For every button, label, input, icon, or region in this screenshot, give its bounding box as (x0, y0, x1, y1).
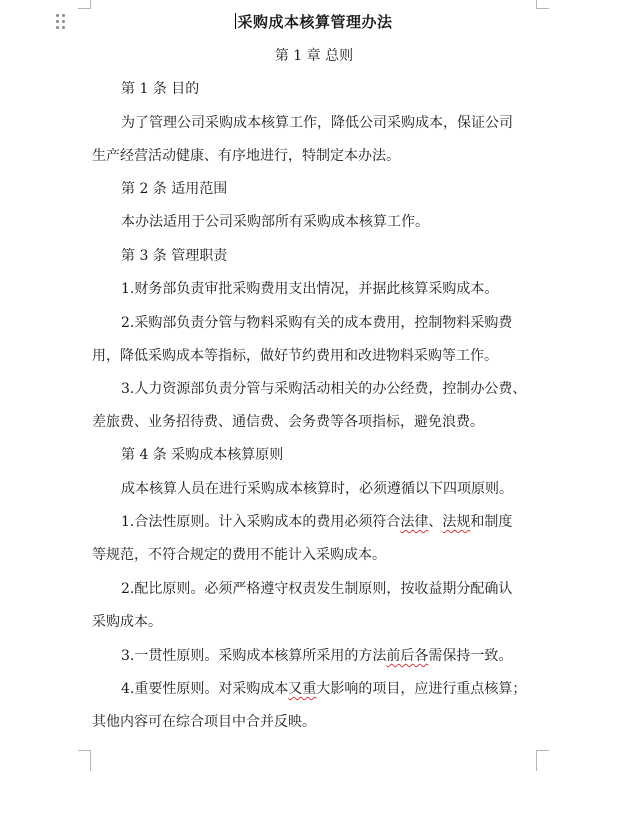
article-4-intro-line: 成本核算人员在进行采购成本核算时，必须遵循以下四项原则。 (121, 481, 513, 497)
crop-mark-top-left (78, 0, 91, 9)
spellcheck-underline[interactable]: 又重 (288, 681, 317, 697)
principle-1-line: 1.合法性原则。计入采购成本的费用必须符合法律、法规和制度 (121, 514, 513, 530)
spellcheck-underline[interactable]: 法规 (442, 514, 471, 530)
crop-mark-bottom-right (536, 750, 549, 771)
article-1-paragraph-line: 生产经营活动健康、有序地进行，特制定本办法。 (92, 148, 400, 164)
article-2-paragraph-line: 本办法适用于公司采购部所有采购成本核算工作。 (121, 214, 429, 230)
principle-2-line: 采购成本。 (92, 614, 162, 630)
article-3-heading: 第 3 条 管理职责 (121, 248, 228, 264)
article-1-paragraph-line: 为了管理公司采购成本核算工作，降低公司采购成本，保证公司 (121, 115, 513, 131)
article-3-item-line: 1.财务部负责审批采购费用支出情况，并据此核算采购成本。 (121, 281, 499, 297)
principle-4-line: 其他内容可在综合项目中合并反映。 (92, 714, 316, 730)
principle-3-line: 3.一贯性原则。采购成本核算所采用的方法前后各需保持一致。 (121, 648, 513, 664)
principle-1-line: 等规范，不符合规定的费用不能计入采购成本。 (92, 547, 386, 563)
article-3-item-line: 用，降低采购成本等指标，做好节约费用和改进物料采购等工作。 (92, 348, 498, 364)
principle-4-line: 4.重要性原则。对采购成本又重大影响的项目，应进行重点核算； (121, 681, 527, 697)
article-3-item-line: 3.人力资源部负责分管与采购活动相关的办公经费，控制办公费、 (121, 381, 527, 397)
spellcheck-underline[interactable]: 前后各 (386, 648, 429, 664)
article-4-heading: 第 4 条 采购成本核算原则 (121, 447, 284, 463)
spellcheck-underline[interactable]: 法律 (400, 514, 429, 530)
article-3-item-line: 差旅费、业务招待费、通信费、会务费等各项指标，避免浪费。 (92, 414, 484, 430)
article-2-heading: 第 2 条 适用范围 (121, 181, 228, 197)
crop-mark-top-right (536, 0, 549, 9)
article-3-item-line: 2.采购部负责分管与物料采购有关的成本费用，控制物料采购费 (121, 315, 513, 331)
principle-2-line: 2.配比原则。必须严格遵守权责发生制原则，按收益期分配确认 (121, 581, 513, 597)
crop-mark-bottom-left (78, 750, 91, 771)
article-1-heading: 第 1 条 目的 (121, 81, 200, 97)
chapter-heading: 第 1 章 总则 (274, 48, 354, 64)
document-title[interactable]: 采购成本核算管理办法 (237, 13, 393, 31)
